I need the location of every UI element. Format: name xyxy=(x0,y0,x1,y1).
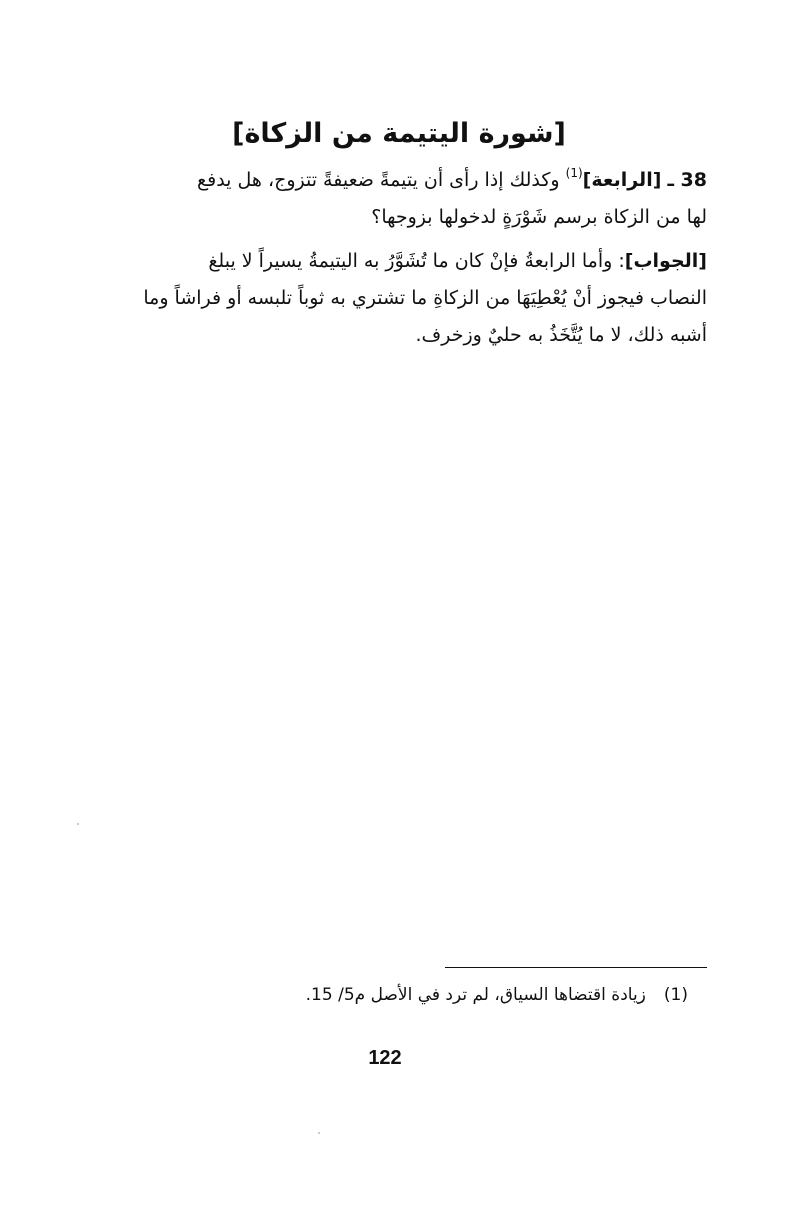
scan-speck xyxy=(318,1132,320,1134)
question-line-2: لها من الزكاة برسم شَوْرَةٍ لدخولها بزوجها؟ xyxy=(371,206,707,228)
answer-label: [الجواب] xyxy=(624,250,707,272)
answer-paragraph xyxy=(88,243,707,354)
question-paragraph xyxy=(88,162,707,236)
scan-speck xyxy=(77,823,79,825)
footnote-separator xyxy=(445,967,707,968)
answer-line-3: أشبه ذلك، لا ما يُتَّخَذُ به حليٌ وزخرف. xyxy=(415,324,707,346)
section-heading: [شورة اليتيمة من الزكاة] xyxy=(232,118,566,149)
answer-line-2: النصاب فيجوز أنْ يُعْطِيَهَا من الزكاةِ ما تشتري به ثوباً تلبسه أو فراشاً وما xyxy=(143,287,707,309)
answer-line-1 xyxy=(88,243,707,280)
answer-text-1: : وأما الرابعةُ فإنْ كان ما تُشَوَّرُ به اليتيمةُ يسيراً لا يبلغ xyxy=(208,250,625,272)
footnote-reference: (1) xyxy=(565,166,583,180)
page-number: 122 xyxy=(368,1047,402,1069)
question-line-1 xyxy=(88,162,707,199)
question-number: 38 ـ xyxy=(667,169,707,191)
question-label: [الرابعة] xyxy=(582,169,662,191)
footnote-number: (1) xyxy=(663,985,688,1005)
footnote xyxy=(280,980,688,1010)
question-text-1: وكذلك إذا رأى أن يتيمةً ضعيفةً تتزوج، هل يدفع xyxy=(197,169,560,191)
footnote-text: زيادة اقتضاها السياق، لم ترد في الأصل م5/ 15. xyxy=(305,985,646,1005)
